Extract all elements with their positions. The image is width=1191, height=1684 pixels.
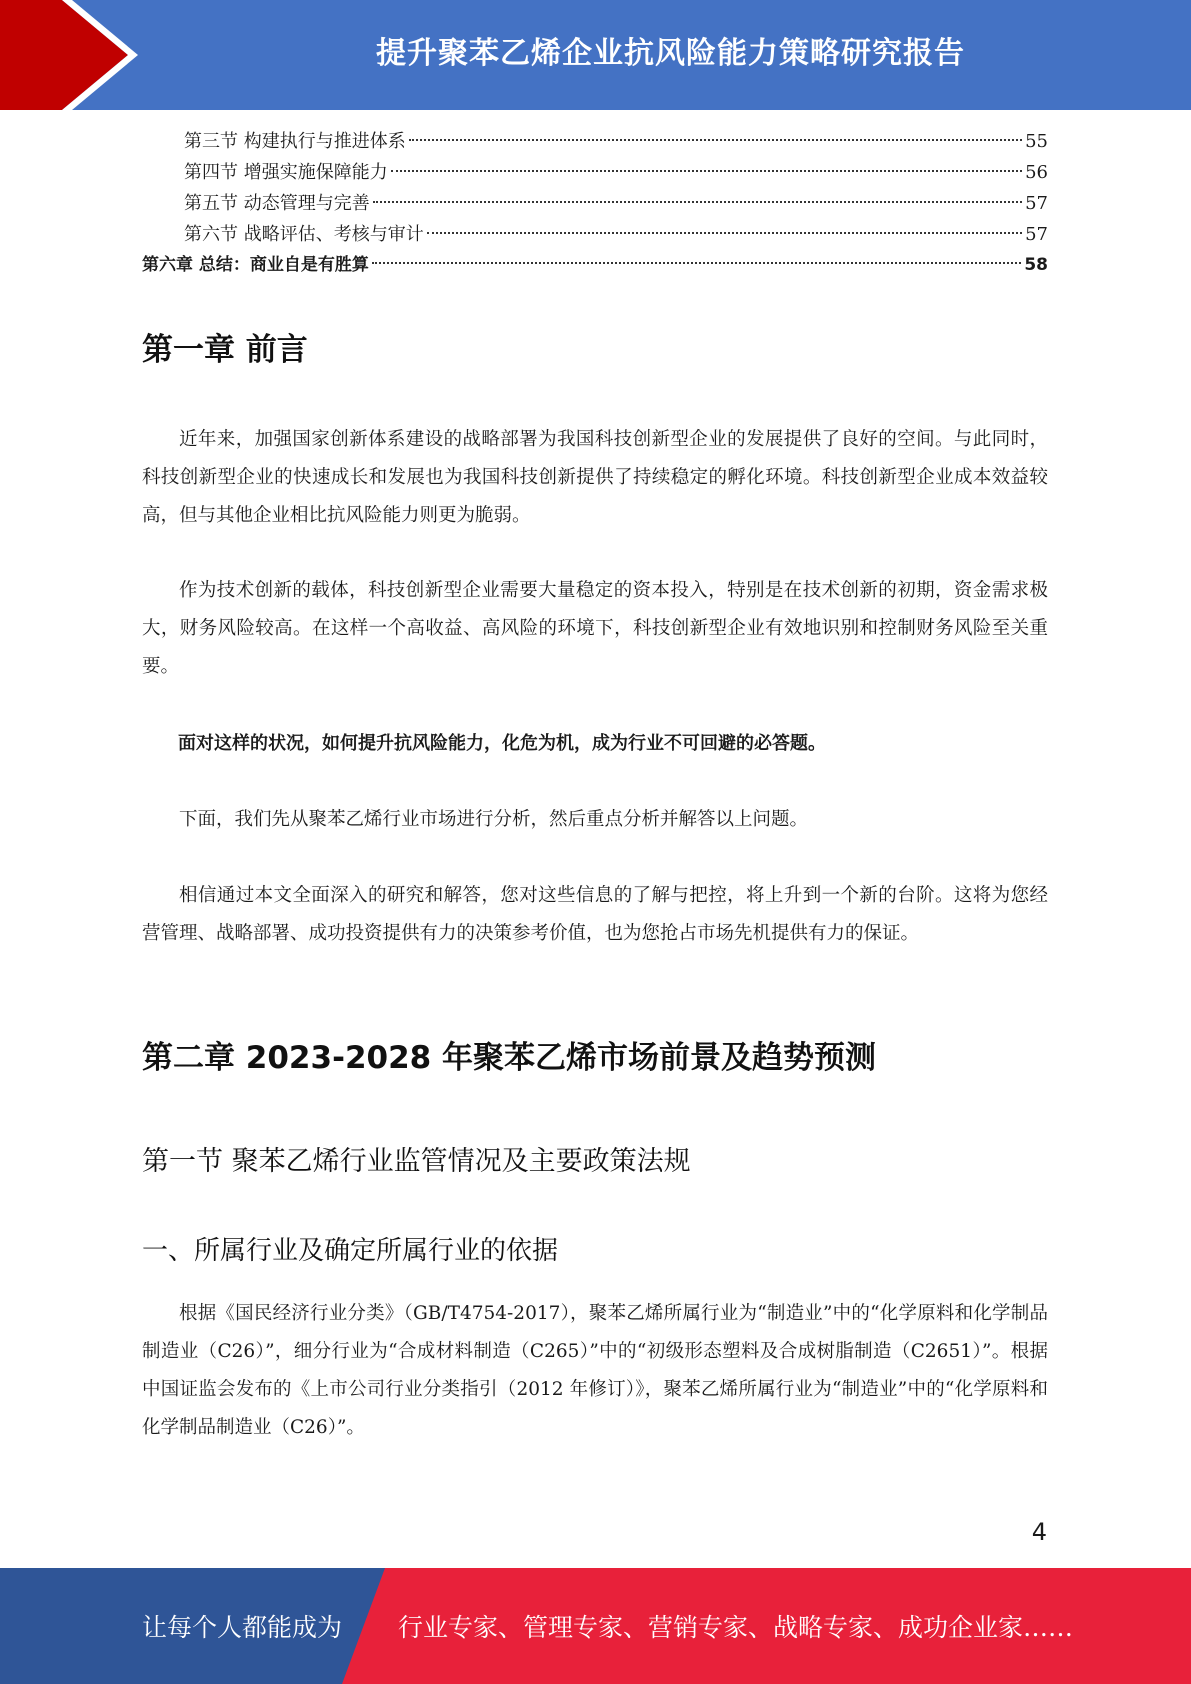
toc-leader-dots bbox=[391, 170, 1022, 172]
section-heading: 第一节 聚苯乙烯行业监管情况及主要政策法规 bbox=[142, 1146, 691, 1177]
header-band bbox=[0, 0, 1191, 110]
toc-entry-label: 第六节 战略评估、考核与审计 bbox=[184, 224, 424, 245]
paragraph: 作为技术创新的载体，科技创新型企业需要大量稳定的资本投入，特别是在技术创新的初期，资金需求极大，财务风险较高。在这样一个高收益、高风险的环境下，科技创新型企业有效地识别和控制财务风险至关重要。 bbox=[142, 580, 1048, 677]
toc-entry-page: 58 bbox=[1024, 255, 1048, 275]
toc-entry[interactable] bbox=[142, 126, 1048, 157]
toc-leader-dots bbox=[409, 139, 1022, 141]
toc-entry-label: 第四节 增强实施保障能力 bbox=[184, 162, 388, 183]
toc-leader-dots bbox=[373, 201, 1022, 203]
subsection-heading: 一、所属行业及确定所属行业的依据 bbox=[142, 1236, 559, 1266]
table-of-contents bbox=[142, 126, 1048, 281]
toc-entry-page: 57 bbox=[1025, 193, 1048, 214]
paragraph: 下面，我们先从聚苯乙烯行业市场进行分析，然后重点分析并解答以上问题。 bbox=[179, 809, 809, 830]
toc-entry-page: 57 bbox=[1025, 224, 1048, 245]
footer-slogan-right: 行业专家、管理专家、营销专家、战略专家、成功企业家…… bbox=[398, 1613, 1074, 1642]
page-number: 4 bbox=[1031, 1518, 1047, 1546]
toc-entry-label: 第五节 动态管理与完善 bbox=[184, 193, 370, 214]
footer-slogan-left: 让每个人都能成为 bbox=[142, 1613, 343, 1642]
toc-entry[interactable] bbox=[142, 219, 1048, 250]
emphasis-paragraph: 面对这样的状况，如何提升抗风险能力，化危为机，成为行业不可回避的必答题。 bbox=[178, 733, 826, 754]
chapter-1-heading: 第一章 前言 bbox=[142, 332, 308, 368]
toc-entry[interactable] bbox=[142, 157, 1048, 188]
toc-entry[interactable] bbox=[142, 188, 1048, 219]
header-arrow-icon bbox=[0, 0, 160, 110]
report-title: 提升聚苯乙烯企业抗风险能力策略研究报告 bbox=[376, 36, 965, 71]
paragraph: 根据《国民经济行业分类》（GB/T4754-2017），聚苯乙烯所属行业为“制造业”中的“化学原料和化学制品制造业（C26）”，细分行业为“合成材料制造（C265）”中的“初级形态塑料及合成树脂制造（C2651）”。根据中国证监会发布的《上市公司行业分类指引（2012 年修订）》，聚苯乙烯所属行业为“制造业”中的“化学原料和化学制品制造业（C26）”。 bbox=[142, 1303, 1048, 1438]
toc-entry-label: 第三节 构建执行与推进体系 bbox=[184, 131, 406, 152]
footer-band bbox=[0, 1568, 1191, 1684]
toc-entry-page: 55 bbox=[1025, 131, 1048, 152]
toc-chapter-entry[interactable] bbox=[142, 250, 1048, 281]
paragraph: 近年来，加强国家创新体系建设的战略部署为我国科技创新型企业的发展提供了良好的空间。与此同时，科技创新型企业的快速成长和发展也为我国科技创新提供了持续稳定的孵化环境。科技创新型企业成本效益较高，但与其他企业相比抗风险能力则更为脆弱。 bbox=[142, 429, 1048, 526]
toc-leader-dots bbox=[372, 262, 1021, 264]
toc-leader-dots bbox=[427, 232, 1022, 234]
paragraph: 相信通过本文全面深入的研究和解答，您对这些信息的了解与把控，将上升到一个新的台阶。这将为您经营管理、战略部署、成功投资提供有力的决策参考价值，也为您抢占市场先机提供有力的保证。 bbox=[142, 885, 1048, 944]
toc-entry-page: 56 bbox=[1025, 162, 1048, 183]
toc-entry-label: 第六章 总结：商业自是有胜算 bbox=[142, 255, 369, 275]
chapter-2-heading: 第二章 2023-2028 年聚苯乙烯市场前景及趋势预测 bbox=[142, 1040, 877, 1076]
